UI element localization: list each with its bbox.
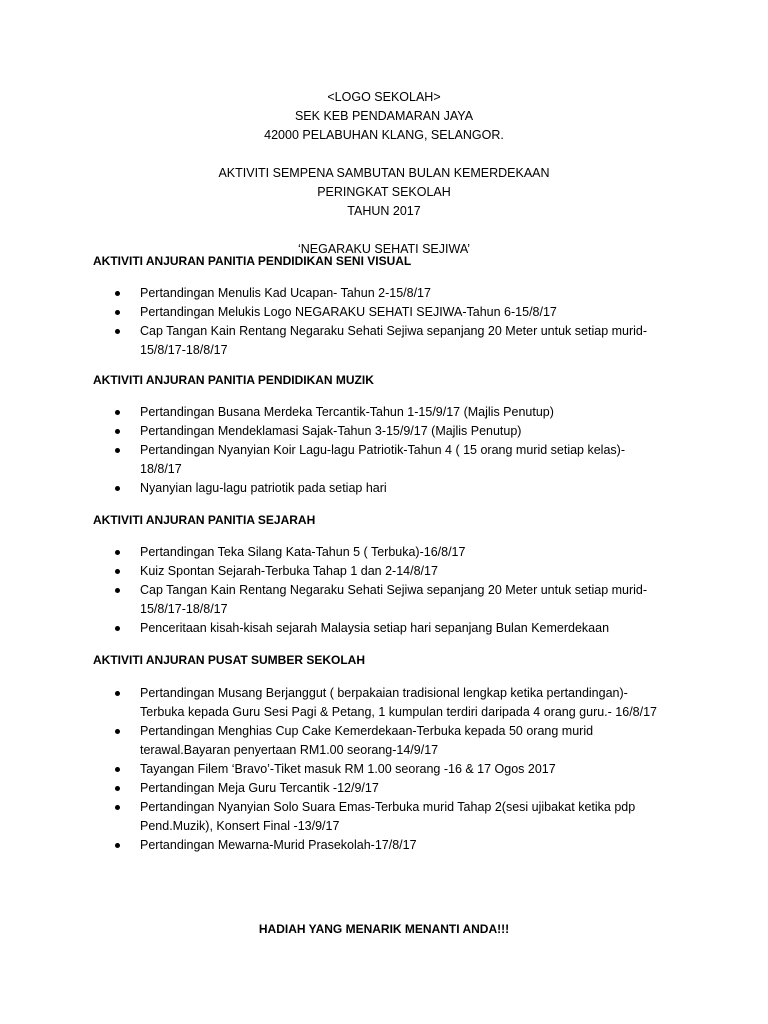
bullet-icon — [115, 588, 120, 593]
list-item: Pertandingan Nyanyian Koir Lagu-lagu Patriotik-Tahun 4 ( 15 orang murid setiap kelas)- 18/8/17 — [0, 441, 665, 479]
list-item: Pertandingan Mendeklamasi Sajak-Tahun 3-15/9/17 (Majlis Penutup) — [0, 422, 665, 441]
list-item: Pertandingan Musang Berjanggut ( berpakaian tradisional lengkap ketika pertandingan)- Terbuka kepada Guru Sesi Pagi & Petang, 1 kumpulan terdiri daripada 4 orang guru.- 16/8/17 — [0, 684, 665, 722]
bullet-icon — [115, 805, 120, 810]
bullet-icon — [115, 448, 120, 453]
bullet-icon — [115, 626, 120, 631]
list-item: Pertandingan Meja Guru Tercantik -12/9/17 — [0, 779, 665, 798]
section-title-muzik: AKTIVITI ANJURAN PANITIA PENDIDIKAN MUZIK — [93, 373, 374, 387]
section-title-seni-visual: AKTIVITI ANJURAN PANITIA PENDIDIKAN SENI VISUAL — [93, 254, 412, 268]
document-subtitle: PERINGKAT SEKOLAH — [317, 185, 451, 199]
bullet-icon — [115, 843, 120, 848]
list-item: Tayangan Filem ‘Bravo’-Tiket masuk RM 1.00 seorang -16 & 17 Ogos 2017 — [0, 760, 665, 779]
list-item: Penceritaan kisah-kisah sejarah Malaysia setiap hari sepanjang Bulan Kemerdekaan — [0, 619, 665, 638]
bullet-icon — [115, 691, 120, 696]
list-item: Pertandingan Mewarna-Murid Prasekolah-17/8/17 — [0, 836, 665, 855]
document-header — [0, 88, 768, 259]
bullet-icon — [115, 410, 120, 415]
list-item: Pertandingan Menulis Kad Ucapan- Tahun 2-15/8/17 — [0, 284, 665, 303]
section-list-pusat-sumber — [0, 684, 768, 855]
list-item: Pertandingan Melukis Logo NEGARAKU SEHATI SEJIWA-Tahun 6-15/8/17 — [0, 303, 665, 322]
document-title: AKTIVITI SEMPENA SAMBUTAN BULAN KEMERDEKAAN — [218, 166, 550, 180]
document-year: TAHUN 2017 — [347, 204, 421, 218]
list-item: Nyanyian lagu-lagu patriotik pada setiap hari — [0, 479, 665, 498]
bullet-icon — [115, 786, 120, 791]
section-list-muzik — [0, 403, 768, 498]
school-logo-placeholder: <LOGO SEKOLAH> — [327, 90, 441, 104]
list-item: Pertandingan Busana Merdeka Tercantik-Tahun 1-15/9/17 (Majlis Penutup) — [0, 403, 665, 422]
list-item: Pertandingan Menghias Cup Cake Kemerdekaan-Terbuka kepada 50 orang murid terawal.Bayaran penyertaan RM1.00 seorang-14/9/17 — [0, 722, 665, 760]
section-list-sejarah — [0, 543, 768, 638]
theme-slogan: ‘NEGARAKU SEHATI SEJIWA’ — [297, 242, 470, 256]
bullet-icon — [115, 767, 120, 772]
bullet-icon — [115, 550, 120, 555]
bullet-icon — [115, 291, 120, 296]
bullet-icon — [115, 486, 120, 491]
school-address: 42000 PELABUHAN KLANG, SELANGOR. — [264, 128, 504, 142]
closing-message: HADIAH YANG MENARIK MENANTI ANDA!!! — [258, 922, 510, 936]
bullet-icon — [115, 729, 120, 734]
list-item: Cap Tangan Kain Rentang Negaraku Sehati Sejiwa sepanjang 20 Meter untuk setiap murid- 15/8/17-18/8/17 — [0, 581, 665, 619]
section-list-seni-visual — [0, 284, 768, 360]
section-title-pusat-sumber: AKTIVITI ANJURAN PUSAT SUMBER SEKOLAH — [93, 653, 366, 667]
list-item: Pertandingan Nyanyian Solo Suara Emas-Terbuka murid Tahap 2(sesi ujibakat ketika pdp Pend.Muzik), Konsert Final -13/9/17 — [0, 798, 665, 836]
bullet-icon — [115, 329, 120, 334]
section-title-sejarah: AKTIVITI ANJURAN PANITIA SEJARAH — [93, 513, 316, 527]
list-item: Cap Tangan Kain Rentang Negaraku Sehati Sejiwa sepanjang 20 Meter untuk setiap murid- 15/8/17-18/8/17 — [0, 322, 665, 360]
list-item: Kuiz Spontan Sejarah-Terbuka Tahap 1 dan 2-14/8/17 — [0, 562, 665, 581]
bullet-icon — [115, 569, 120, 574]
bullet-icon — [115, 310, 120, 315]
list-item: Pertandingan Teka Silang Kata-Tahun 5 ( Terbuka)-16/8/17 — [0, 543, 665, 562]
school-name: SEK KEB PENDAMARAN JAYA — [294, 109, 474, 123]
bullet-icon — [115, 429, 120, 434]
